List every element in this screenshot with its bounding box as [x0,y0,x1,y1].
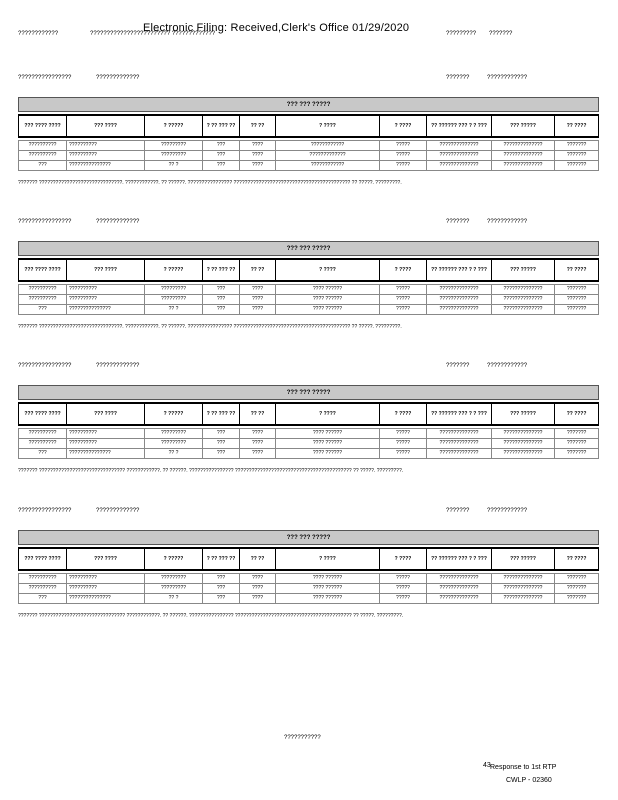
table-cell: ?????????????? [492,449,555,459]
data-table [18,241,599,315]
table-cell: ????? [380,305,427,315]
table-cell: ???? ?????? [276,285,380,295]
table-cell: ??? [203,429,240,439]
table-cell: ???? [240,584,276,594]
table-cell: ?????????????? [427,439,492,449]
column-header: ??? ???? ???? [19,548,67,570]
table-cell: ????? [380,449,427,459]
table-cell: ?????????? [67,295,145,305]
table-cell: ??????? [555,584,599,594]
table-cell: ???? [240,151,276,161]
table-cell: ????????? [145,429,203,439]
section-label-a: ???????????????? [18,219,72,225]
table-cell: ????????? [145,574,203,584]
column-header: ??? ???? [67,548,145,570]
section-label-c: ??????? [446,219,470,225]
table-cell: ?????????????? [427,574,492,584]
table-cell: ?????????? [19,439,67,449]
table-cell: ????? [380,594,427,604]
table-cell: ????? [380,574,427,584]
table-cell: ?????????????? [492,295,555,305]
table-cell: ???? [240,449,276,459]
table-row [19,449,599,459]
section-label-d: ???????????? [487,219,528,225]
column-header: ? ???? [276,403,380,425]
table-cell: ??? [203,574,240,584]
table-cell: ????? [380,429,427,439]
table-cell: ???? ?????? [276,574,380,584]
table-cell: ?????????? [19,141,67,151]
table-cell: ?????????????? [427,429,492,439]
header-right-text-a: ????????? [446,31,477,37]
column-header: ? ????? [145,548,203,570]
table-row [19,429,599,439]
column-header: ? ???? [380,548,427,570]
section-footer-text: ??????? ??????????????????????????????. ????????????. ?? ??????. ???????????????? ?????????????????????????????????????????? ?? ?????. ?????????. [18,180,402,186]
table-cell: ???? [240,141,276,151]
table-cell: ?????????? [67,574,145,584]
column-header: ?? ?? [240,548,276,570]
column-header: ??? ???? ???? [19,403,67,425]
column-header: ??? ???? [67,259,145,281]
table-cell: ???? [240,161,276,171]
table-cell: ??????? [555,429,599,439]
section-label-a: ???????????????? [18,363,72,369]
table-cell: ????????? [145,141,203,151]
table-cell: ???? [240,285,276,295]
column-header: ? ???? [380,259,427,281]
table-cell: ?????????? [19,295,67,305]
table-title: ??? ??? ????? [19,98,599,112]
table-cell: ???? [240,439,276,449]
column-header: ??? ???? [67,403,145,425]
table-cell: ??????? [555,449,599,459]
table-cell: ?? ? [145,161,203,171]
column-header: ?? ?????? ??? ? ? ??? [427,115,492,137]
table-cell: ????? [380,584,427,594]
column-header: ??? ???? ???? [19,115,67,137]
table-cell: ?????????????? [427,449,492,459]
table-title: ??? ??? ????? [19,242,599,256]
table-cell: ?????????? [67,151,145,161]
table-cell: ??????? [555,285,599,295]
column-header: ? ???? [276,548,380,570]
section-label-a: ???????????????? [18,508,72,514]
table-cell: ???? ?????? [276,439,380,449]
header-right-text-b: ??????? [489,31,513,37]
table-cell: ??? [203,295,240,305]
table-cell: ??? [203,141,240,151]
table-cell: ????? [380,295,427,305]
table-cell: ????????? [145,151,203,161]
column-header: ? ?? ??? ?? [203,115,240,137]
section-footer-text: ??????? ??????????????????????????????. ????????????. ?? ??????. ???????????????? ?????????????????????????????????????????? ?? ?????. ?????????. [18,324,402,330]
column-header: ?? ???? [555,403,599,425]
section-label-c: ??????? [446,508,470,514]
table-cell: ?????????????? [427,285,492,295]
table-row [19,161,599,171]
table-row [19,285,599,295]
column-header: ??? ????? [492,403,555,425]
table-row [19,141,599,151]
table-row [19,305,599,315]
table-cell: ??? [203,151,240,161]
table-cell: ????? [380,161,427,171]
data-table [18,385,599,459]
page-number: 43 [483,762,491,769]
table-cell: ?????????????? [492,439,555,449]
table-cell: ???? [240,574,276,584]
column-header: ??? ????? [492,115,555,137]
table-cell: ??????????????? [67,305,145,315]
table-cell: ?????????????? [427,161,492,171]
column-header: ? ???? [276,115,380,137]
table-cell: ????????? [145,285,203,295]
table-cell: ??? [203,594,240,604]
table-row [19,439,599,449]
column-header: ?? ?? [240,115,276,137]
table-cell: ??? [19,594,67,604]
column-header: ?? ???? [555,548,599,570]
table-cell: ?????????????? [427,584,492,594]
table-cell: ??????? [555,161,599,171]
table-cell: ??????? [555,439,599,449]
column-header: ? ?? ??? ?? [203,548,240,570]
column-header: ??? ???? [67,115,145,137]
column-header: ??? ????? [492,548,555,570]
table-cell: ??????????????? [67,449,145,459]
table-cell: ?????????? [67,439,145,449]
table-cell: ????????? [145,439,203,449]
table-cell: ??? [19,305,67,315]
table-cell: ???? ?????? [276,449,380,459]
data-table [18,530,599,604]
column-header: ? ?? ??? ?? [203,403,240,425]
section-label-b: ????????????? [96,508,140,514]
table-cell: ?? ? [145,305,203,315]
table-cell: ?????????? [67,584,145,594]
table-cell: ?????????????? [427,295,492,305]
table-cell: ????? [380,285,427,295]
column-header: ??? ???? ???? [19,259,67,281]
table-cell: ?????????????? [492,594,555,604]
table-cell: ?????????????? [492,141,555,151]
table-cell: ????? [380,439,427,449]
table-cell: ??? [203,439,240,449]
column-header: ?? ?? [240,403,276,425]
table-cell: ?????????? [19,574,67,584]
section-label-d: ???????????? [487,508,528,514]
table-cell: ???????????? [276,141,380,151]
table-cell: ??????? [555,305,599,315]
data-table [18,97,599,171]
column-header: ? ???? [276,259,380,281]
table-cell: ????????????? [276,151,380,161]
table-cell: ?????????????? [492,305,555,315]
table-cell: ?????????????? [492,584,555,594]
column-header: ? ????? [145,403,203,425]
section-footer-text: ??????? ??????????????????????????????? ????????????. ?? ??????. ???????????????? ?????????????????????????????????????????? ?? ?????. ?????????. [18,613,404,619]
section-label-a: ???????????????? [18,75,72,81]
column-header: ?? ?????? ??? ? ? ??? [427,403,492,425]
table-title: ??? ??? ????? [19,386,599,400]
table-cell: ?????????? [19,584,67,594]
table-cell: ??????? [555,151,599,161]
table-cell: ?????????????? [492,574,555,584]
table-cell: ??? [19,161,67,171]
section-label-b: ????????????? [96,363,140,369]
table-cell: ???? [240,295,276,305]
table-cell: ?? ? [145,594,203,604]
table-cell: ?????????????? [492,161,555,171]
table-cell: ?????????? [67,141,145,151]
section-label-b: ????????????? [96,219,140,225]
table-cell: ???????????? [276,161,380,171]
table-cell: ???? [240,305,276,315]
table-row [19,574,599,584]
column-header: ? ????? [145,259,203,281]
column-header: ?? ?? [240,259,276,281]
table-cell: ??? [203,584,240,594]
response-line: Response to 1st RTP [490,764,557,771]
header-filing-stamp: Electronic Filing: Received,Clerk's Office 01/29/2020 [143,22,410,34]
column-header: ?? ?????? ??? ? ? ??? [427,548,492,570]
table-row [19,584,599,594]
column-header: ?? ???? [555,259,599,281]
cwlp-bates-number: CWLP - 02360 [506,777,552,784]
table-cell: ???? [240,429,276,439]
table-cell: ??? [19,449,67,459]
table-cell: ?????????? [19,285,67,295]
header-mid-text: ???????????????????????? ????????????? [90,31,216,37]
table-cell: ?????????????? [492,151,555,161]
table-cell: ???? ?????? [276,429,380,439]
column-header: ??? ????? [492,259,555,281]
table-cell: ??????? [555,295,599,305]
table-cell: ????? [380,151,427,161]
table-cell: ??????? [555,141,599,151]
table-cell: ????????? [145,295,203,305]
column-header: ? ???? [380,115,427,137]
section-label-c: ??????? [446,363,470,369]
column-header: ? ?? ??? ?? [203,259,240,281]
table-cell: ??????????????? [67,594,145,604]
column-header: ? ????? [145,115,203,137]
table-cell: ?????????? [67,429,145,439]
table-cell: ??????? [555,594,599,604]
table-cell: ??? [203,449,240,459]
table-row [19,594,599,604]
table-cell: ?? ? [145,449,203,459]
table-row [19,295,599,305]
column-header: ?? ?????? ??? ? ? ??? [427,259,492,281]
table-cell: ?????????????? [427,594,492,604]
table-cell: ???? ?????? [276,584,380,594]
section-label-c: ??????? [446,75,470,81]
table-cell: ??? [203,285,240,295]
page-footer-center: ??????????? [284,735,321,741]
table-cell: ??????? [555,574,599,584]
table-cell: ???? ?????? [276,305,380,315]
table-cell: ????????? [145,584,203,594]
section-label-b: ????????????? [96,75,140,81]
table-cell: ????? [380,141,427,151]
section-footer-text: ??????? ??????????????????????????????? ????????????. ?? ??????. ???????????????? ?????????????????????????????????????????? ?? ?????. ?????????. [18,468,404,474]
section-label-d: ???????????? [487,363,528,369]
table-cell: ??? [203,161,240,171]
table-cell: ?????????????? [427,151,492,161]
table-cell: ???? ?????? [276,594,380,604]
table-cell: ?????????? [19,429,67,439]
table-title: ??? ??? ????? [19,531,599,545]
section-label-d: ???????????? [487,75,528,81]
table-cell: ?????????? [67,285,145,295]
column-header: ?? ???? [555,115,599,137]
table-cell: ?????????????? [427,305,492,315]
table-cell: ?????????????? [492,429,555,439]
table-cell: ??? [203,305,240,315]
table-cell: ??????????????? [67,161,145,171]
table-row [19,151,599,161]
header-left-text: ???????????? [18,31,59,37]
table-cell: ???? ?????? [276,295,380,305]
column-header: ? ???? [380,403,427,425]
table-cell: ???? [240,594,276,604]
table-cell: ?????????? [19,151,67,161]
table-cell: ?????????????? [492,285,555,295]
table-cell: ?????????????? [427,141,492,151]
